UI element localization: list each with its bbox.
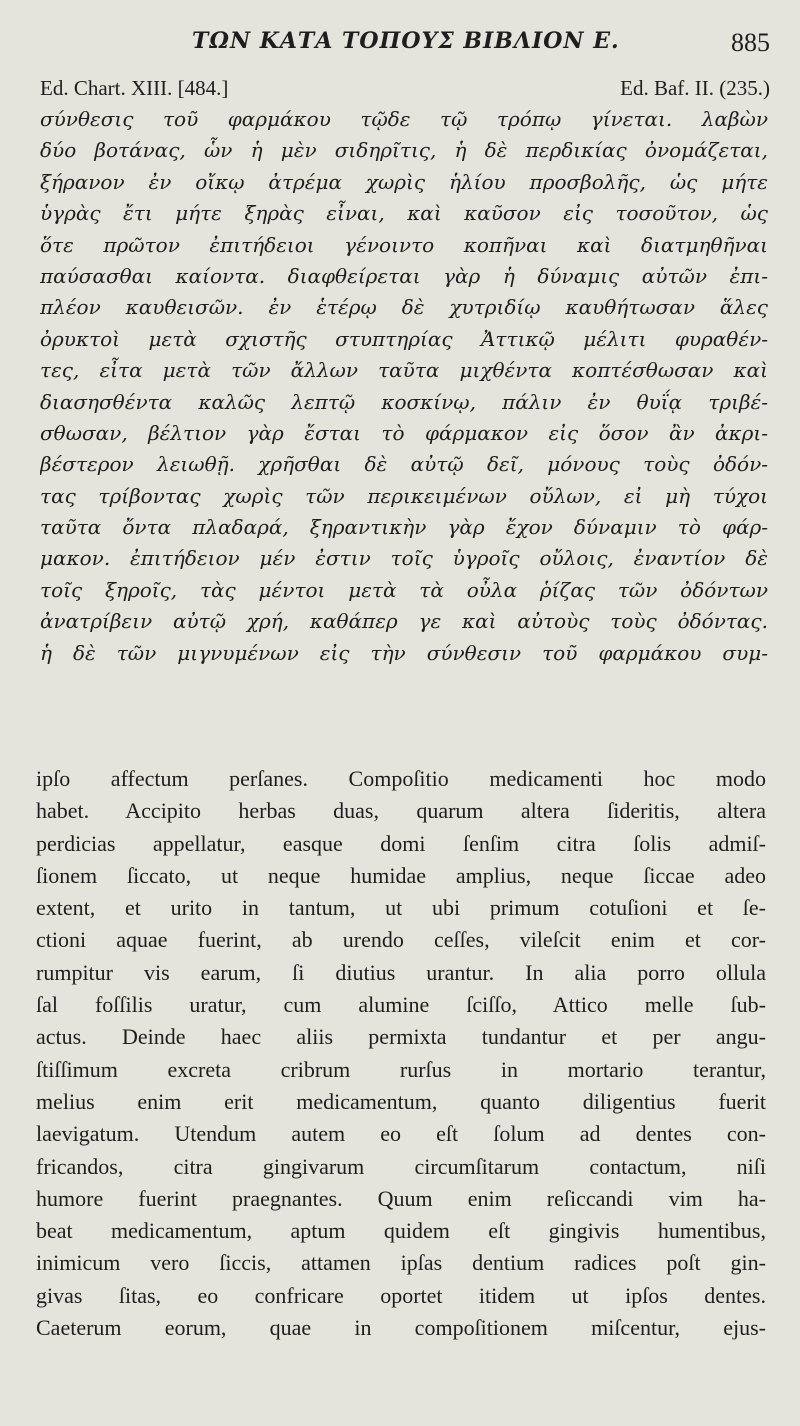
- latin-line: extent, et urito in tantum, ut ubi primum cotuſioni et ſe-: [36, 895, 766, 921]
- greek-line: ὅτε πρῶτον ἐπιτήδειοι γένοιντο κοπῆναι καὶ διατμηθῆναι: [40, 232, 768, 257]
- latin-line: habet. Accipito herbas duas, quarum altera ſideritis, altera: [36, 798, 766, 824]
- latin-line: humore fuerint praegnantes. Quum enim reſiccandi vim ha-: [36, 1185, 766, 1211]
- greek-line: ξήρανον ἐν οἴκῳ ἀτρέμα χωρὶς ἡλίου προσβολῆς, ὡς μήτε: [40, 169, 768, 194]
- greek-line: ὀρυκτοὶ μετὰ σχιστῆς στυπτηρίας Ἀττικῷ μέλιτι φυραθέν-: [40, 326, 768, 351]
- running-title: ΤΩΝ ΚΑΤΑ ΤΟΠΟΥΣ ΒΙΒΛΙΟΝ Ε.: [192, 28, 620, 54]
- greek-line: ἀνατρίβειν αὐτῷ χρή, καθάπερ γε καὶ αὐτοὺς τοὺς ὀδόντας.: [40, 609, 768, 634]
- latin-line: ſionem ſiccato, ut neque humidae amplius, neque ſiccae adeo: [36, 862, 766, 888]
- greek-line: μακον. ἐπιτήδειον μέν ἐστιν τοῖς ὑγροῖς οὔλοις, ἐναντίον δὲ: [40, 546, 768, 571]
- latin-line: ſal foſſilis uratur, cum alumine ſciſſo, Attico melle ſub-: [36, 992, 766, 1018]
- greek-line: τοῖς ξηροῖς, τὰς μέντοι μετὰ τὰ οὖλα ῥίζας τῶν ὀδόντων: [40, 577, 768, 602]
- latin-line: perdicias appellatur, easque domi ſenſim citra ſolis admiſ-: [36, 830, 766, 856]
- latin-text: [36, 763, 766, 1344]
- greek-line: ἡ δὲ τῶν μιγνυμένων εἰς τὴν σύνθεσιν τοῦ φαρμάκου συμ-: [40, 640, 768, 665]
- latin-line: ipſo affectum perſanes. Compoſitio medicamenti hoc modo: [36, 766, 766, 791]
- edition-references: [40, 76, 770, 104]
- greek-text: [40, 104, 768, 669]
- greek-line: τας τρίβοντας χωρὶς τῶν περικειμένων οὔλων, εἰ μὴ τύχοι: [40, 483, 768, 508]
- greek-line: ὑγρὰς ἔτι μήτε ξηρὰς εἶναι, καὶ καῦσον εἰς τοσοῦτον, ὡς: [40, 201, 768, 226]
- greek-line: πλέον καυθεισῶν. ἐν ἑτέρῳ δὲ χυτριδίῳ καυθήτωσαν ἅλες: [40, 295, 768, 320]
- latin-line: inimicum vero ſiccis, attamen ipſas dentium radices poſt gin-: [36, 1250, 766, 1276]
- greek-line: βέστερον λειωθῇ. χρῆσθαι δὲ αὐτῷ δεῖ, μόνους τοὺς ὀδόν-: [40, 452, 768, 477]
- latin-line: beat medicamentum, aptum quidem eſt gingivis humentibus,: [36, 1218, 766, 1244]
- edition-reference-basel: Ed. Baf. II. (235.): [620, 76, 770, 100]
- greek-line: ταῦτα ὄντα πλαδαρά, ξηραντικὴν γὰρ ἔχον δύναμιν τὸ φάρ-: [40, 515, 768, 540]
- greek-line: παύσασθαι καίοντα. διαφθείρεται γὰρ ἡ δύναμις αὐτῶν ἐπι-: [40, 263, 768, 288]
- latin-line: ctioni aquae fuerint, ab urendo ceſſes, vileſcit enim et cor-: [36, 927, 766, 953]
- latin-line: rumpitur vis earum, ſi diutius urantur. In alia porro ollula: [36, 959, 766, 985]
- greek-line: τες, εἶτα μετὰ τῶν ἄλλων ταῦτα μιχθέντα κοπτέσθωσαν καὶ: [40, 358, 768, 383]
- greek-line: δύο βοτάνας, ὧν ἡ μὲν σιδηρῖτις, ἡ δὲ περδικίας ὀνομάζεται,: [40, 138, 768, 163]
- latin-line: fricandos, citra gingivarum circumſitarum contactum, niſi: [36, 1153, 766, 1179]
- latin-line: laevigatum. Utendum autem eo eſt ſolum ad dentes con-: [36, 1121, 766, 1147]
- greek-line: σύνθεσις τοῦ φαρμάκου τῷδε τῷ τρόπῳ γίνεται. λαβὼν: [40, 107, 768, 131]
- latin-line: melius enim erit medicamentum, quanto diligentius fuerit: [36, 1088, 766, 1114]
- running-head: [0, 28, 800, 64]
- latin-line: givas ſitas, eo confricare oportet itidem ut ipſos dentes.: [36, 1282, 766, 1308]
- latin-line: actus. Deinde haec aliis permixta tundantur et per angu-: [36, 1024, 766, 1050]
- latin-line: Caeterum eorum, quae in compoſitionem miſcentur, ejus-: [36, 1315, 766, 1341]
- page-number: 885: [731, 28, 770, 57]
- greek-line: διασησθέντα καλῶς λεπτῷ κοσκίνῳ, πάλιν ἐν θυΐᾳ τριβέ-: [40, 389, 768, 414]
- edition-reference-chart: Ed. Chart. XIII. [484.]: [40, 76, 229, 100]
- latin-line: ſtiſſimum excreta cribrum rurſus in mortario terantur,: [36, 1056, 766, 1082]
- greek-line: σθωσαν, βέλτιον γὰρ ἔσται τὸ φάρμακον εἰς ὅσον ἂν ἀκρι-: [40, 420, 768, 445]
